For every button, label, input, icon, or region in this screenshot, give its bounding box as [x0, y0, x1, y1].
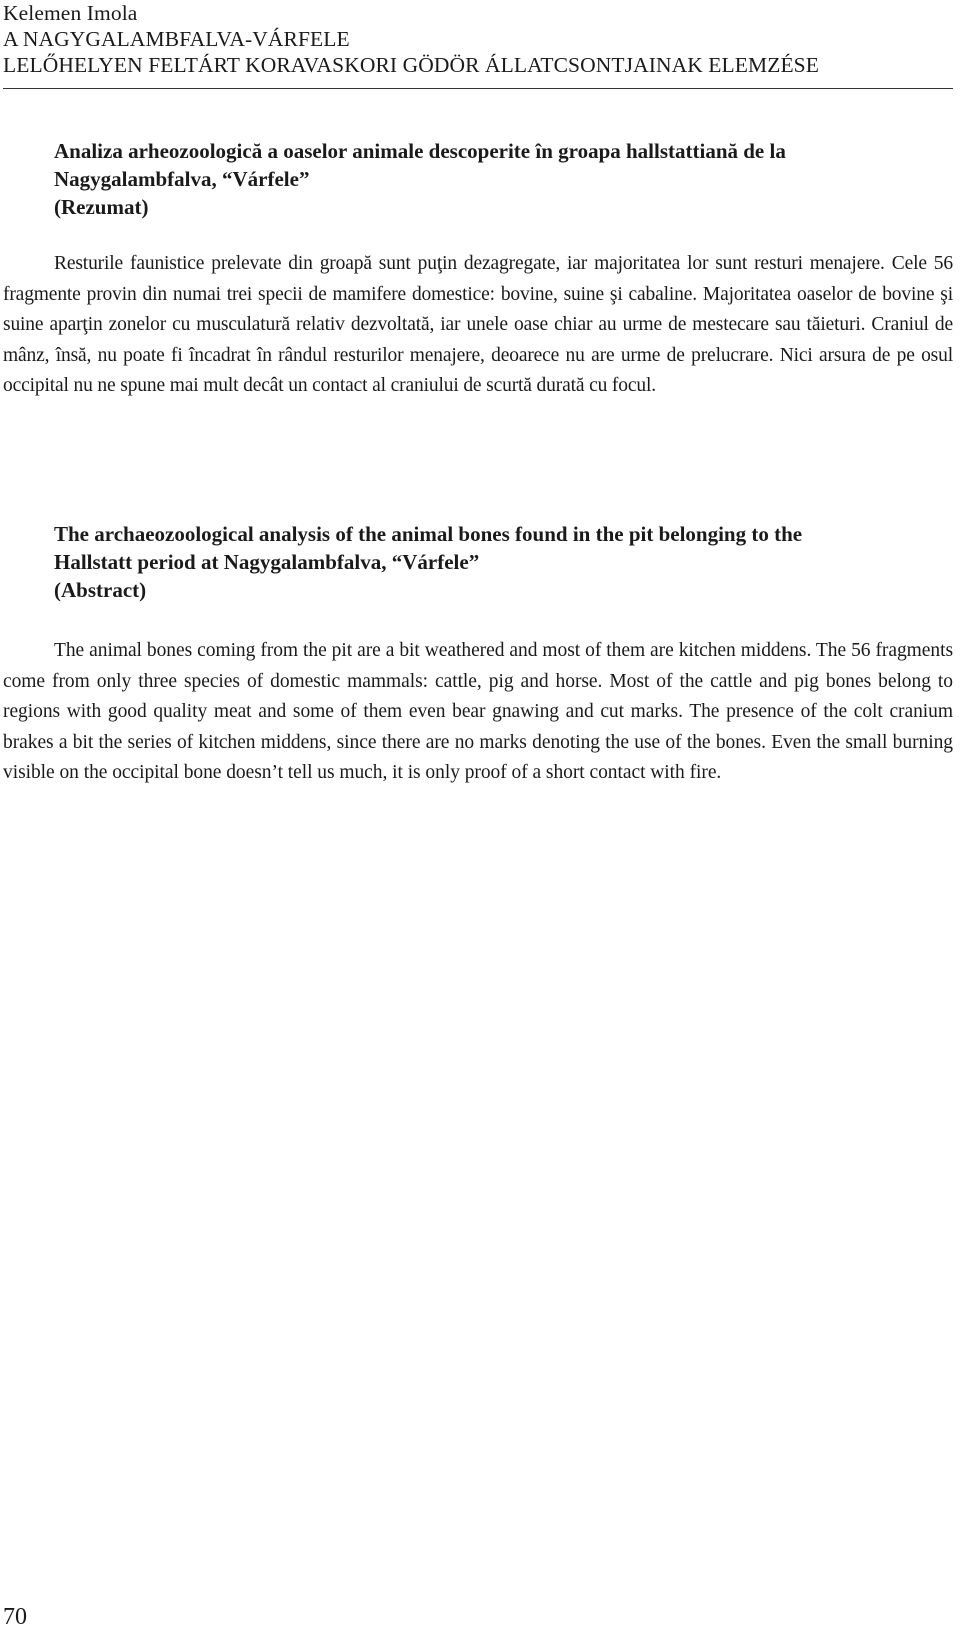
- romanian-summary-section: [3, 137, 953, 402]
- author-name: Kelemen Imola: [3, 1, 138, 25]
- english-title-line-2: Hallstatt period at Nagygalambfalva, “Várfele”: [54, 550, 480, 574]
- romanian-subtitle: (Rezumat): [54, 195, 149, 219]
- english-abstract-body: The animal bones coming from the pit are a bit weathered and most of them are kitchen middens. The 56 fragments come from only three species of domestic mammals: cattle, pig and horse. Most of the cattle and pig bones belong to regions with good quality meat and some of them even bear gnawing and cut marks. The presence of the colt cranium brakes a bit the series of kitchen middens, since there are no marks denoting the use of the bones. Even the small burning visible on the occipital bone doesn’t tell us much, it is only proof of a short contact with fire.: [3, 640, 953, 783]
- english-subtitle: (Abstract): [54, 578, 147, 602]
- article-title-line-2: LELŐHELYEN FELTÁRT KORAVASKORI GÖDÖR ÁLLATCSONTJAINAK ELEMZÉSE: [3, 53, 819, 77]
- page-number: 70: [3, 1604, 27, 1630]
- romanian-summary-title: [54, 137, 953, 221]
- english-abstract-section: [3, 520, 953, 789]
- english-abstract-title: [54, 520, 953, 604]
- romanian-summary-body: Resturile faunistice prelevate din groapă sunt puţin dezagregate, iar majoritatea lor sunt resturi menajere. Cele 56 fragmente provin din numai trei specii de mamifere domestice: bovine, suine şi cabaline. Majoritatea oaselor de bovine şi suine aparţin zonelor cu musculatură relativ dezvoltată, iar unele oase chiar au urme de mestecare sau tăieturi. Craniul de mânz, însă, nu poate fi încadrat în rândul resturilor menajere, deoarece nu are urme de prelucrare. Nici arsura de pe osul occipital nu ne spune mai mult decât un contact al craniului de scurtă durată cu focul.: [3, 253, 953, 396]
- english-title-line-1: The archaeozoological analysis of the animal bones found in the pit belonging to the: [54, 522, 803, 546]
- article-title-line-1: A NAGYGALAMBFALVA-VÁRFELE: [3, 27, 350, 51]
- running-header: [3, 0, 953, 78]
- romanian-title-line-1: Analiza arheozoologică a oaselor animale descoperite în groapa hallstattiană de la: [54, 139, 786, 163]
- header-divider: [3, 88, 953, 89]
- romanian-title-line-2: Nagygalambfalva, “Várfele”: [54, 167, 310, 191]
